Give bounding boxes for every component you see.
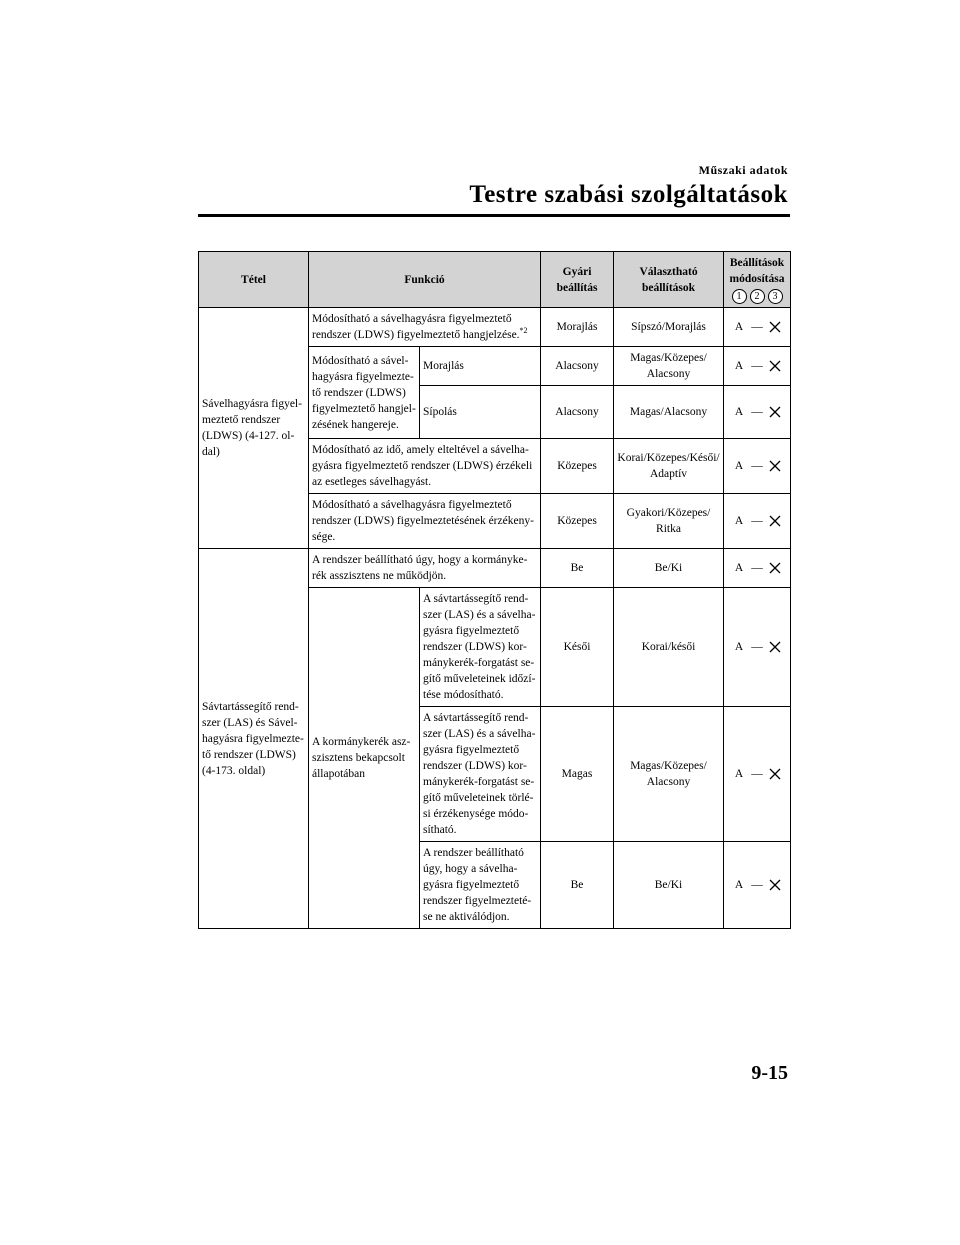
- cross-icon: [769, 879, 781, 891]
- page-title: Testre szabási szolgáltatások: [469, 181, 788, 208]
- method-a-mark: A: [734, 879, 744, 891]
- options-cell: Gyakori/Közepes/ Ritka: [614, 494, 724, 549]
- col-header-function: Funkció: [309, 252, 541, 308]
- function-cell: Morajlás: [420, 347, 541, 386]
- change-cell: [724, 842, 791, 929]
- function-cell: Sípolás: [420, 386, 541, 439]
- change-cell: [724, 308, 791, 347]
- method-a-mark: A: [734, 360, 744, 372]
- col-header-change: [724, 252, 791, 308]
- change-cell: [724, 494, 791, 549]
- method-dash-mark: —: [751, 515, 763, 527]
- options-cell: Magas/Közepes/ Alacsony: [614, 707, 724, 842]
- function-cell: A rendszer beállítható úgy, hogy a kormányke-rék asszisztens ne működjön.: [309, 549, 541, 588]
- col-header-options: Választható beállítások: [614, 252, 724, 308]
- function-cell: Módosítható az idő, amely elteltével a sávelha-gyásra figyelmeztető rendszer (LDWS) érzékeli az esetleges sávelhagyást.: [309, 439, 541, 494]
- page-number: 9-15: [751, 1062, 788, 1084]
- options-cell: Korai/Közepes/Késői/ Adaptív: [614, 439, 724, 494]
- method-a-mark: A: [734, 768, 744, 780]
- customization-table: [198, 251, 791, 929]
- change-cell: [724, 707, 791, 842]
- method-dash-mark: —: [751, 879, 763, 891]
- method-dash-mark: —: [751, 768, 763, 780]
- method-a-mark: A: [734, 641, 744, 653]
- factory-cell: Be: [541, 549, 614, 588]
- cross-icon: [769, 515, 781, 527]
- change-cell: [724, 347, 791, 386]
- cross-icon: [769, 406, 781, 418]
- method-a-mark: A: [734, 321, 744, 333]
- change-cell: [724, 439, 791, 494]
- function-cell: A sávtartássegítő rend-szer (LAS) és a sávelha-gyásra figyelmeztető rendszer (LDWS) kor-mánykerék-forgatást se-gítő műveleteinek időzí-tése módosítható.: [420, 588, 541, 707]
- method-a-mark: A: [734, 460, 744, 472]
- volume-label-cell: Módosítható a sável-hagyásra figyelmezte-tő rendszer (LDWS) figyelmeztető hangjel-zésének hangereje.: [309, 347, 420, 439]
- factory-cell: Magas: [541, 707, 614, 842]
- options-cell: Sípszó/Morajlás: [614, 308, 724, 347]
- cross-icon: [769, 641, 781, 653]
- title-rule: [198, 214, 790, 217]
- steering-assist-label: A kormánykerék asz-szisztens bekapcsolt állapotában: [309, 588, 420, 929]
- options-cell: Korai/késői: [614, 588, 724, 707]
- method-dash-mark: —: [751, 360, 763, 372]
- method-dash-mark: —: [751, 406, 763, 418]
- function-cell: A rendszer beállítható úgy, hogy a sávelha-gyásra figyelmeztető rendszer figyelmezteté-se ne aktiválódjon.: [420, 842, 541, 929]
- factory-cell: Alacsony: [541, 386, 614, 439]
- factory-cell: Közepes: [541, 494, 614, 549]
- cross-icon: [769, 768, 781, 780]
- method-2-icon: 2: [750, 289, 765, 304]
- cross-icon: [769, 360, 781, 372]
- table-header-row: [199, 252, 791, 308]
- footnote-mark: *2: [519, 326, 528, 336]
- options-cell: Magas/Közepes/ Alacsony: [614, 347, 724, 386]
- change-cell: [724, 588, 791, 707]
- table-row: [199, 308, 791, 347]
- function-cell: [309, 308, 541, 347]
- change-cell: [724, 386, 791, 439]
- method-dash-mark: —: [751, 641, 763, 653]
- options-cell: Be/Ki: [614, 842, 724, 929]
- method-a-mark: A: [734, 406, 744, 418]
- method-dash-mark: —: [751, 460, 763, 472]
- cross-icon: [769, 562, 781, 574]
- change-cell: [724, 549, 791, 588]
- method-dash-mark: —: [751, 562, 763, 574]
- method-dash-mark: —: [751, 321, 763, 333]
- function-text: Módosítható a sávelhagyásra figyelmeztető rendszer (LDWS) figyelmeztető hangjelzése.: [312, 313, 520, 341]
- group2-item: Sávtartássegítő rend-szer (LAS) és Sável-hagyásra figyelmezte-tő rendszer (LDWS) (4-173. oldal): [199, 549, 309, 929]
- factory-cell: Morajlás: [541, 308, 614, 347]
- options-cell: Magas/Alacsony: [614, 386, 724, 439]
- factory-cell: Be: [541, 842, 614, 929]
- table-row: [199, 549, 791, 588]
- method-a-mark: A: [734, 515, 744, 527]
- factory-cell: Alacsony: [541, 347, 614, 386]
- function-cell: A sávtartássegítő rend-szer (LAS) és a sávelha-gyásra figyelmeztető rendszer (LDWS) kor-mánykerék-forgatást se-gítő műveleteinek törlé-si érzékenysége módo-sítható.: [420, 707, 541, 842]
- method-a-mark: A: [734, 562, 744, 574]
- col-header-factory: Gyári beállítás: [541, 252, 614, 308]
- col-header-item: Tétel: [199, 252, 309, 308]
- cross-icon: [769, 460, 781, 472]
- group1-item: Sávelhagyásra figyel-meztető rendszer (LDWS) (4-127. ol-dal): [199, 308, 309, 549]
- factory-cell: Közepes: [541, 439, 614, 494]
- cross-icon: [769, 321, 781, 333]
- factory-cell: Késői: [541, 588, 614, 707]
- method-3-icon: 3: [768, 289, 783, 304]
- options-cell: Be/Ki: [614, 549, 724, 588]
- change-header-label: Beállítások módosítása: [729, 257, 785, 285]
- change-method-numbers: [727, 289, 787, 304]
- function-cell: Módosítható a sávelhagyásra figyelmeztető rendszer (LDWS) figyelmeztetésének érzékeny-sége.: [309, 494, 541, 549]
- section-label: Műszaki adatok: [698, 163, 788, 177]
- method-1-icon: 1: [732, 289, 747, 304]
